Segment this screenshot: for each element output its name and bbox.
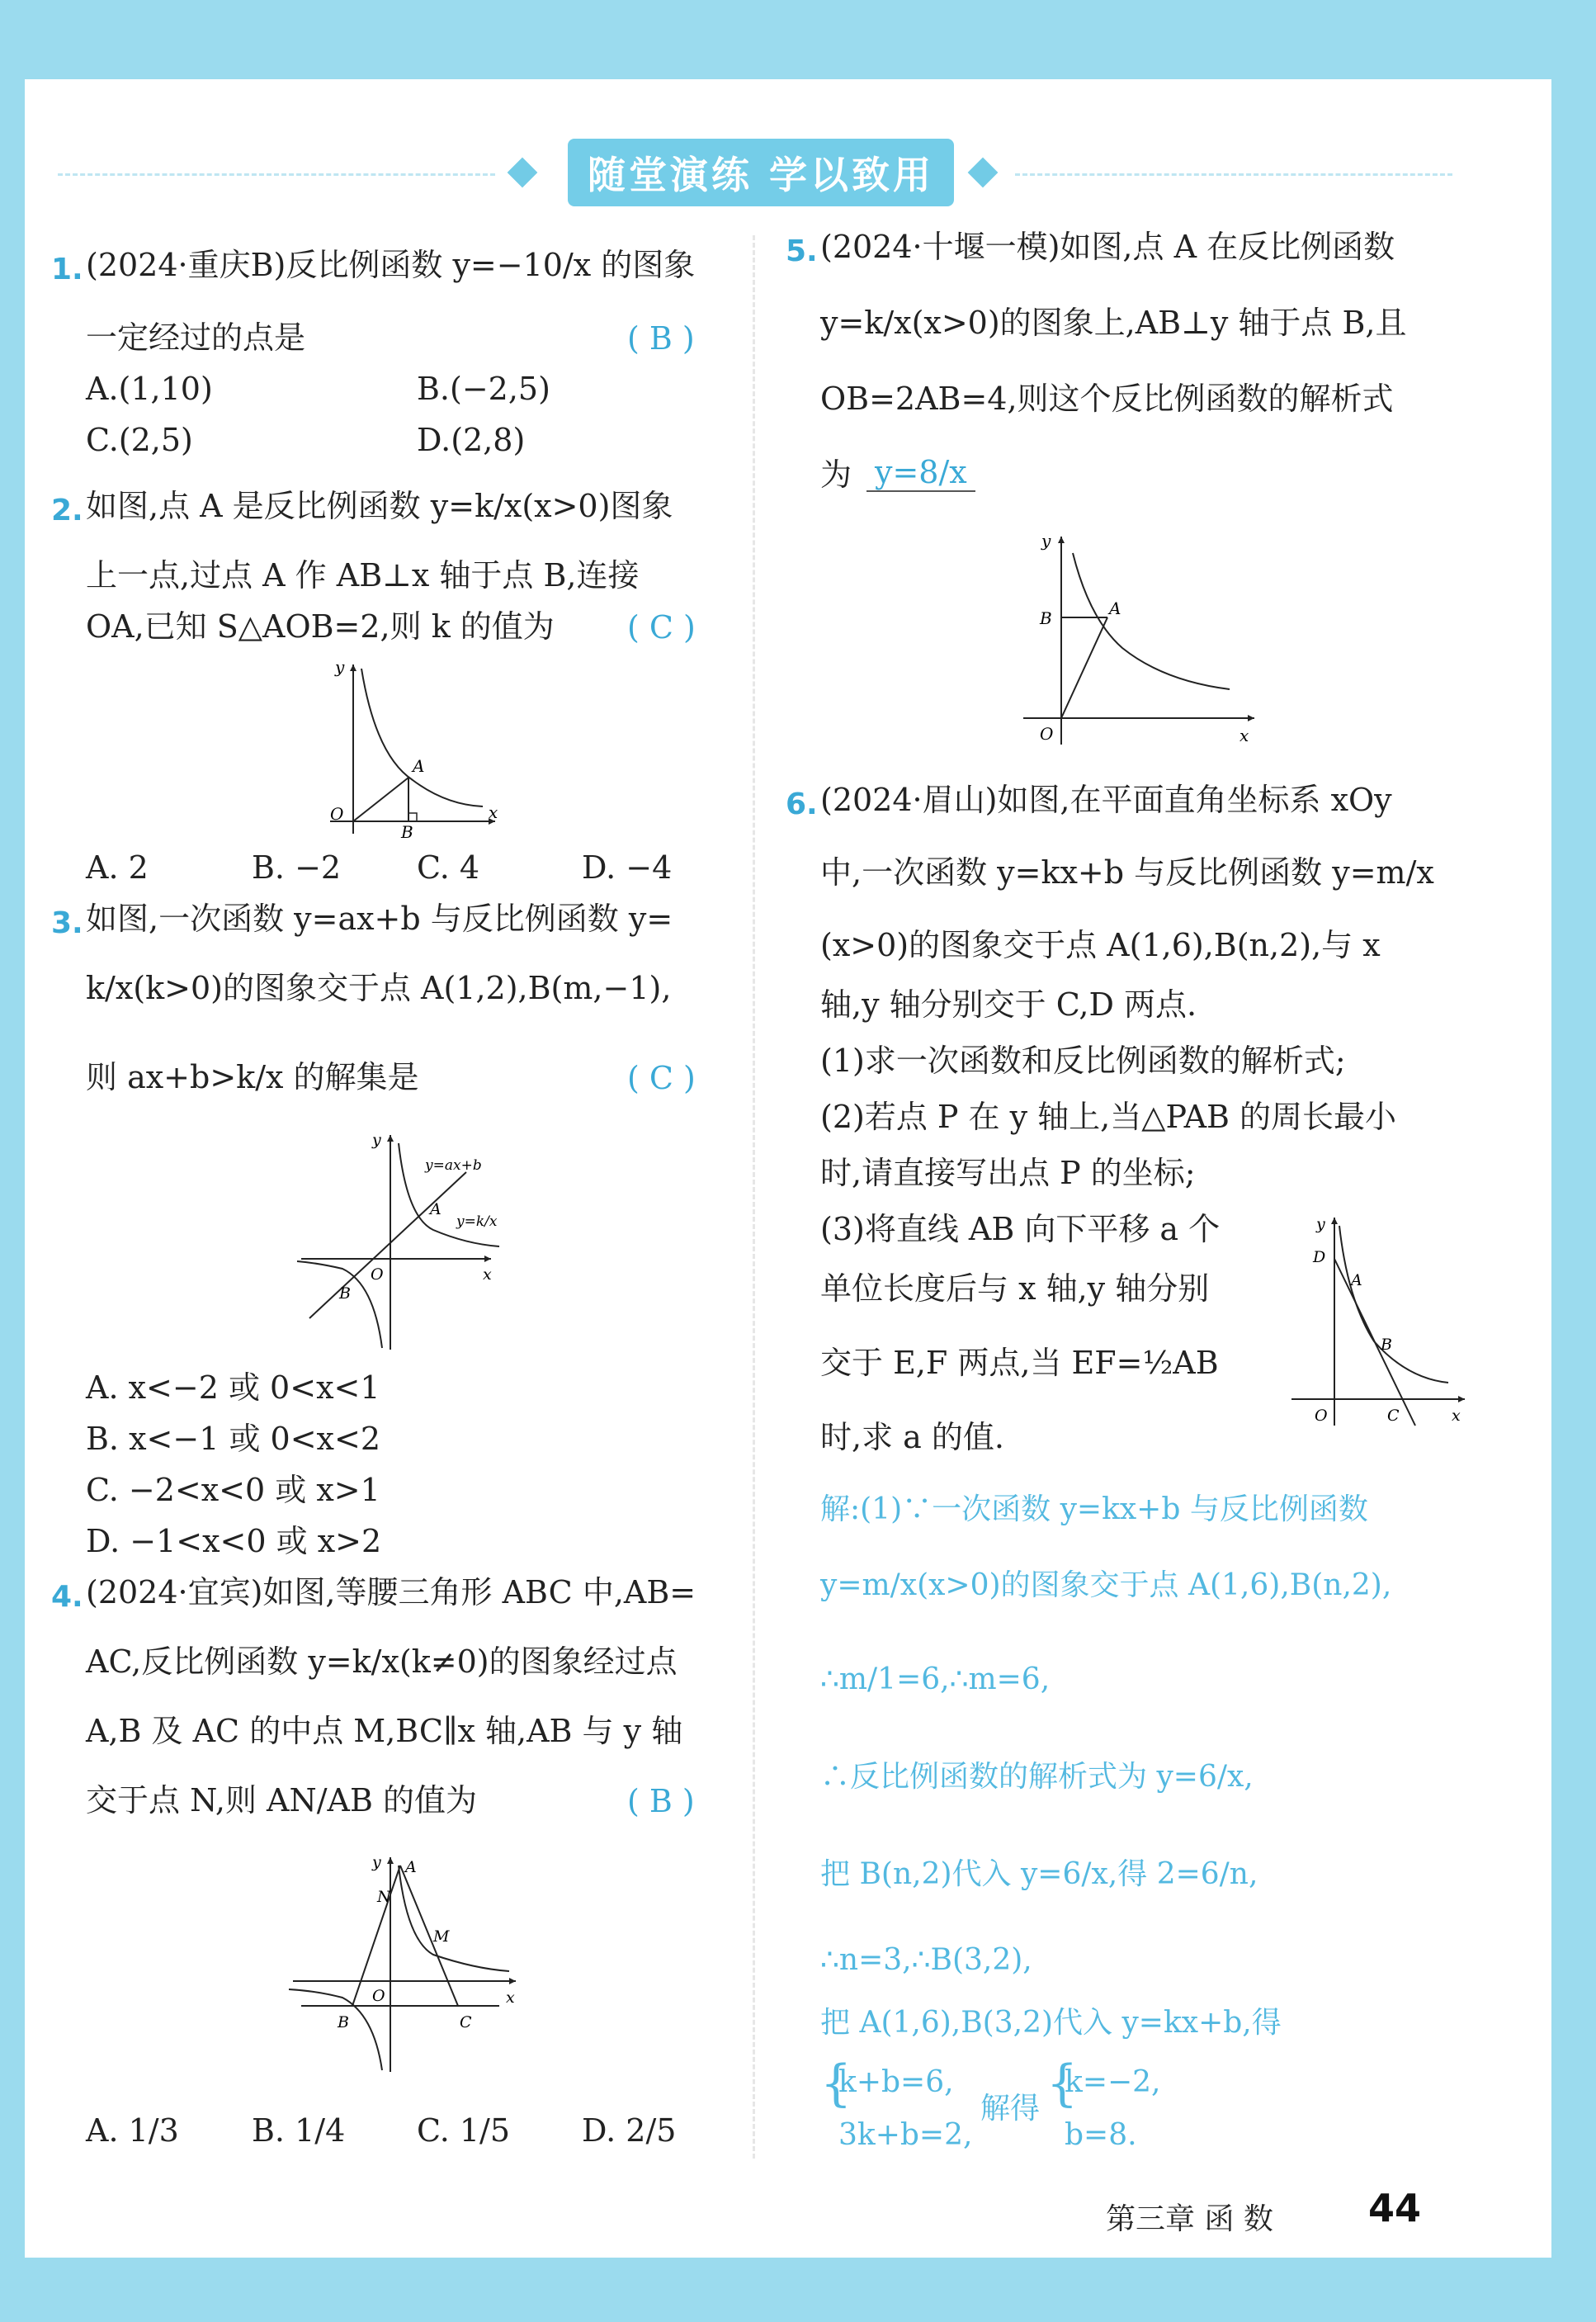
q6-fig-o-label: O — [1315, 1407, 1328, 1425]
q6-part2a: (2)若点 P 在 y 轴上,当△PAB 的周长最小 — [820, 1099, 1397, 1135]
q4-line3: A,B 及 AC 的中点 M,BC∥x 轴,AB 与 y 轴 — [86, 1713, 683, 1749]
q4-fig-x-label: x — [506, 1989, 515, 2007]
q3-fig-curve-label: y=k/x — [456, 1213, 498, 1230]
footer-page-number: 44 — [1368, 2186, 1422, 2230]
right-color-band — [1551, 0, 1596, 2322]
q2-fig-b-label: B — [401, 822, 413, 838]
q4-number: 4. — [51, 1580, 83, 1614]
q1-option-c: C.(2,5) — [86, 422, 193, 458]
q1-option-d: D.(2,8) — [417, 422, 526, 458]
q6-sol-res2: b=8. — [1065, 2118, 1137, 2152]
q4-option-c: C. 1/5 — [417, 2112, 511, 2149]
q4-fig-m-label: M — [433, 1927, 450, 1946]
q6-part1: (1)求一次函数和反比例函数的解析式; — [820, 1043, 1346, 1079]
q6-sol-solve-word: 解得 — [980, 2092, 1041, 2126]
q5-line1: (2024·十堰一模)如图,点 A 在反比例函数 — [820, 229, 1395, 265]
q2-fig-o-label: O — [330, 804, 344, 824]
q6-fig-y-label: y — [1316, 1215, 1325, 1233]
q2-line3: OA,已知 S△AOB=2,则 k 的值为 — [86, 608, 555, 645]
q4-fig-n-label: N — [377, 1888, 391, 1906]
q3-fig-x-label: x — [483, 1265, 492, 1284]
q5-line2: y=k/x(x>0)的图象上,AB⊥y 轴于点 B,且 — [820, 305, 1407, 341]
q3-fig-line-label: y=ax+b — [425, 1157, 482, 1174]
header-dash-left — [58, 173, 495, 176]
q6-line1: (2024·眉山)如图,在平面直角坐标系 xOy — [820, 782, 1392, 818]
q1-answer: ( B ) — [627, 320, 695, 357]
q3-option-d: D. −1<x<0 或 x>2 — [86, 1523, 382, 1559]
q3-line3: 则 ax+b>k/x 的解集是 — [86, 1059, 419, 1095]
q4-line4: 交于点 N,则 AN/AB 的值为 — [86, 1782, 477, 1818]
q6-sol-line1: 解:(1)∵一次函数 y=kx+b 与反比例函数 — [820, 1492, 1368, 1526]
q3-fig-a-label: A — [430, 1200, 441, 1218]
q3-option-a: A. x<−2 或 0<x<1 — [86, 1369, 380, 1406]
q2-option-c: C. 4 — [417, 849, 480, 886]
q3-option-c: C. −2<x<0 或 x>1 — [86, 1472, 380, 1508]
q6-part3d: 时,求 a 的值. — [820, 1419, 1004, 1455]
q4-option-d: D. 2/5 — [582, 2112, 677, 2149]
q6-number: 6. — [786, 787, 818, 821]
q3-line1: 如图,一次函数 y=ax+b 与反比例函数 y= — [86, 901, 673, 937]
footer-chapter: 第三章 函 数 — [1106, 2202, 1273, 2236]
q5-fig-a-label: A — [1109, 598, 1121, 618]
q5-fig-o-label: O — [1040, 724, 1054, 744]
q6-sol-brace-right: { — [1046, 2055, 1079, 2112]
q2-fig-y-label: y — [335, 657, 345, 677]
q5-line4: 为 — [820, 456, 852, 493]
q2-fig-x-label: x — [489, 802, 498, 822]
q6-sol-eq2: 3k+b=2, — [838, 2118, 973, 2152]
q4-fig-y-label: y — [372, 1853, 381, 1871]
q5-number: 5. — [786, 234, 818, 268]
q5-fig-y-label: y — [1041, 531, 1051, 551]
top-color-band — [0, 0, 1596, 79]
q6-part3c: 交于 E,F 两点,当 EF=½AB — [820, 1345, 1219, 1381]
q1-number: 1. — [51, 253, 83, 286]
q3-fig-o-label: O — [371, 1265, 384, 1284]
q3-number: 3. — [51, 906, 83, 940]
q4-fig-b-label: B — [338, 2013, 349, 2031]
q6-sol-line4: ∴反比例函数的解析式为 y=6/x, — [820, 1760, 1254, 1794]
q5-fig-b-label: B — [1040, 608, 1052, 628]
q1-line2: 一定经过的点是 — [86, 319, 306, 356]
q4-option-a: A. 1/3 — [86, 2112, 179, 2149]
q3-fig-y-label: y — [372, 1131, 381, 1149]
q1-line1: (2024·重庆B)反比例函数 y=−10/x 的图象 — [86, 247, 696, 283]
q4-option-b: B. 1/4 — [252, 2112, 346, 2149]
q4-fig-o-label: O — [372, 1987, 385, 2005]
q2-option-a: A. 2 — [86, 849, 149, 886]
q3-option-b: B. x<−1 或 0<x<2 — [86, 1421, 380, 1457]
column-divider — [753, 235, 755, 2159]
q2-fig-a-label: A — [413, 756, 425, 776]
q6-sol-eq1: k+b=6, — [838, 2065, 954, 2099]
q6-fig-c-label: C — [1387, 1407, 1400, 1425]
left-color-band — [0, 0, 25, 2322]
q6-line3: (x>0)的图象交于点 A(1,6),B(n,2),与 x — [820, 927, 1381, 963]
q6-fig-b-label: B — [1381, 1336, 1392, 1354]
q2-option-b: B. −2 — [252, 849, 342, 886]
q4-fig-c-label: C — [460, 2013, 472, 2031]
q6-line2: 中,一次函数 y=kx+b 与反比例函数 y=m/x — [820, 854, 1434, 891]
q6-part3b: 单位长度后与 x 轴,y 轴分别 — [820, 1270, 1210, 1307]
q4-answer: ( B ) — [627, 1783, 695, 1819]
q6-sol-res1: k=−2, — [1065, 2065, 1161, 2099]
q6-figure — [1283, 1209, 1473, 1432]
q2-line2: 上一点,过点 A 作 AB⊥x 轴于点 B,连接 — [86, 557, 640, 594]
q6-sol-line6: ∴n=3,∴B(3,2), — [820, 1943, 1032, 1977]
section-title: 随堂演练 学以致用 — [568, 139, 954, 206]
q6-sol-line2: y=m/x(x>0)的图象交于点 A(1,6),B(n,2), — [820, 1568, 1392, 1602]
q6-fig-x-label: x — [1452, 1407, 1461, 1425]
q1-option-b: B.(−2,5) — [417, 371, 550, 407]
q4-figure — [285, 1849, 532, 2080]
q6-sol-line5: 把 B(n,2)代入 y=6/x,得 2=6/n, — [820, 1857, 1258, 1891]
q5-line3: OB=2AB=4,则这个反比例函数的解析式 — [820, 381, 1394, 417]
q4-line2: AC,反比例函数 y=k/x(k≠0)的图象经过点 — [86, 1643, 678, 1680]
q6-sol-line3: ∴m/1=6,∴m=6, — [820, 1662, 1051, 1696]
q6-sol-line7: 把 A(1,6),B(3,2)代入 y=kx+b,得 — [820, 2006, 1282, 2040]
q5-fig-x-label: x — [1239, 726, 1249, 745]
q2-number: 2. — [51, 494, 83, 527]
q2-figure — [297, 656, 512, 838]
header-dash-right — [1015, 173, 1452, 176]
q6-fig-d-label: D — [1313, 1248, 1326, 1266]
q3-fig-b-label: B — [339, 1284, 351, 1303]
q3-answer: ( C ) — [627, 1060, 696, 1096]
q6-part3a: (3)将直线 AB 向下平移 a 个 — [820, 1211, 1221, 1247]
q6-fig-a-label: A — [1351, 1271, 1362, 1289]
q2-answer: ( C ) — [627, 609, 696, 646]
q2-line1: 如图,点 A 是反比例函数 y=k/x(x>0)图象 — [86, 488, 673, 524]
q6-part2b: 时,请直接写出点 P 的坐标; — [820, 1155, 1196, 1191]
q1-option-a: A.(1,10) — [86, 371, 213, 407]
q4-line1: (2024·宜宾)如图,等腰三角形 ABC 中,AB= — [86, 1574, 696, 1610]
q4-fig-a-label: A — [405, 1858, 417, 1876]
q5-answer: y=8/x — [866, 454, 975, 492]
q2-option-d: D. −4 — [582, 849, 673, 886]
bottom-color-band — [0, 2258, 1596, 2322]
q5-figure — [1015, 528, 1263, 751]
q3-line2: k/x(k>0)的图象交于点 A(1,2),B(m,−1), — [86, 970, 672, 1006]
q6-line4: 轴,y 轴分别交于 C,D 两点. — [820, 986, 1197, 1023]
q3-figure — [293, 1127, 524, 1358]
q6-sol-brace-left: { — [820, 2055, 852, 2112]
